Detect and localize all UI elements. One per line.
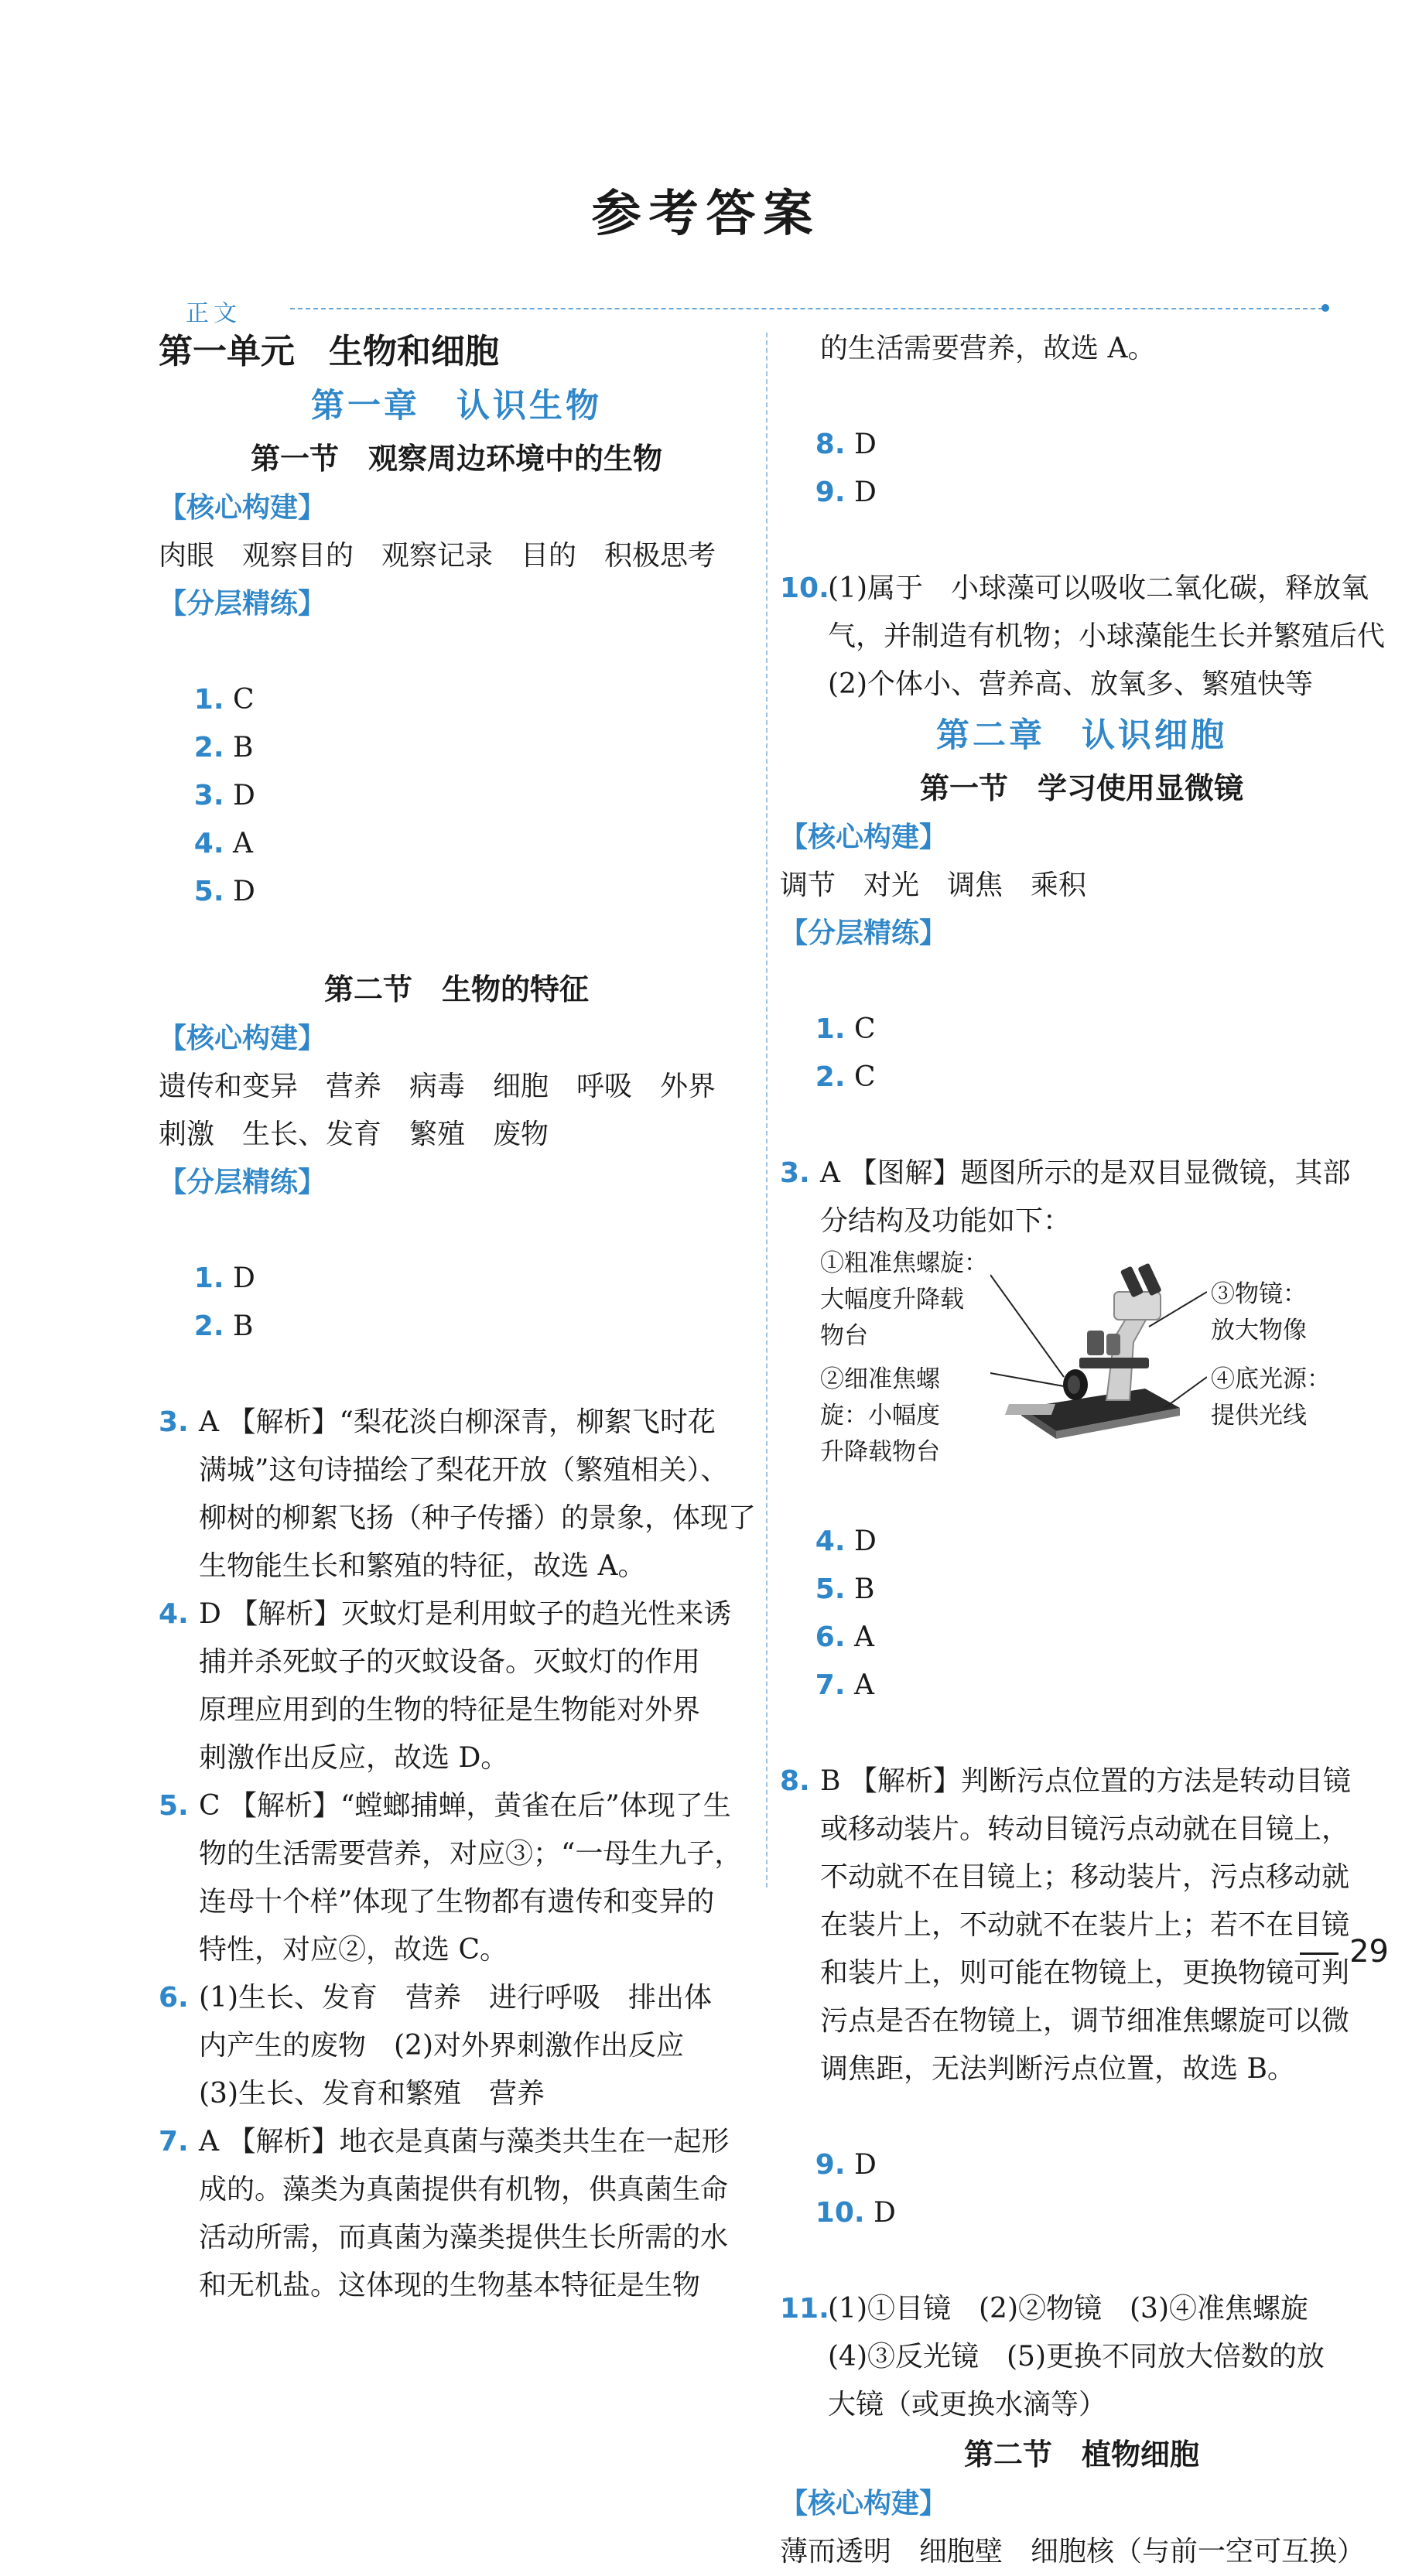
section-heading: 第二节 生物的特征 (323, 972, 589, 1006)
core-tag: 【核心构建】 (780, 2488, 948, 2520)
answer-item: 6. (1)生长、发育 营养 进行呼吸 排出体 内产生的废物 (2)对外界刺激作出反应 (3)生长、发育和繁殖 营养 (159, 1982, 712, 2110)
core-answers: 刺激 生长、发育 繁殖 废物 (159, 1119, 549, 1150)
answer-item: 3. A 【图解】题图所示的是双目显微镜，其部 分结构及功能如下： (780, 1157, 1351, 1237)
microscope-illustration-icon (990, 1253, 1207, 1447)
section-bar (155, 294, 1338, 325)
answer-row: 8. D 9. D (815, 429, 877, 508)
answer-row: 1. C 2. C (815, 1013, 876, 1093)
answer-item: 5. C 【解析】“螳螂捕蝉，黄雀在后”体现了生 物的生活需要营养，对应③；“一母生九子， 连母十个样”体现了生物都有遗传和变异的 特性，对应②，故选 C。 (159, 1790, 743, 1966)
answer-item: 4. D 【解析】灭蚊灯是利用蚊子的趋光性来诱 捕并杀死蚊子的灭蚊设备。灭蚊灯的作用 原理应用到的生物的特征是生物能对外界 刺激作出反应，故选 D。 (159, 1598, 732, 1774)
section-bar-label: 正文 (186, 300, 241, 327)
core-tag: 【核心构建】 (159, 492, 327, 524)
figure-label: ③物镜： 放大物像 (1211, 1280, 1307, 1344)
answer-item: 7. A 【解析】地衣是真菌与藻类共生在一起形 成的。藻类为真菌提供有机物，供真菌生命 活动所需，而真菌为藻类提供生长所需的水 和无机盐。这体现的生物基本特征是生物 (159, 2126, 730, 2301)
right-column (780, 325, 1386, 2576)
answer-item: 8. B 【解析】判断污点位置的方法是转动目镜 或移动装片。转动目镜污点动就在目镜上， 不动就不在目镜上；移动装片，污点移动就 在装片上，不动就不在装片上；若不在目镜 和装片上，则可能在物镜上，更换物镜可判 污点是否在物镜上，调节细准焦螺旋可以微 调焦距，无法判断污点位置，故选 B。 (780, 1765, 1351, 2085)
answer-item: 10. (1)属于 小球藻可以吸收二氧化碳，释放氧 气，并制造有机物；小球藻能生长并繁殖后代 (2)个体小、营养高、放氧多、繁殖快等 (780, 572, 1386, 700)
section-heading: 第一节 学习使用显微镜 (919, 771, 1243, 805)
continued-text: 的生活需要营养，故选 A。 (820, 333, 1156, 364)
chapter-heading: 第一章 认识生物 (311, 387, 602, 425)
section-heading: 第一节 观察周边环境中的生物 (250, 442, 662, 476)
section-heading: 第二节 植物细胞 (963, 2438, 1199, 2472)
core-answers: 薄而透明 细胞壁 细胞核（与前一空可互换） (780, 2536, 1366, 2567)
page-number-dash (1300, 1952, 1338, 1955)
column-divider (766, 333, 768, 1888)
core-tag: 【核心构建】 (780, 822, 948, 853)
core-answers: 遗传和变异 营养 病毒 细胞 呼吸 外界 (159, 1071, 716, 1102)
page-title: 参考答案 (591, 185, 821, 243)
answer-row: 1. D 2. B (193, 1262, 255, 1342)
practice-tag: 【分层精练】 (159, 588, 327, 620)
answer-item: 3. A 【解析】“梨花淡白柳深青，柳絮飞时花 满城”这句诗描绘了梨花开放（繁殖相关）、 柳树的柳絮飞扬（种子传播）的景象，体现了 生物能生长和繁殖的特征，故选 A。 (159, 1406, 757, 1582)
practice-tag: 【分层精练】 (159, 1167, 327, 1198)
core-answers: 调节 对光 调焦 乘积 (780, 869, 1087, 901)
figure-label: ①粗准焦螺旋： 大幅度升降载 物台 (820, 1249, 988, 1350)
figure-label: ②细准焦螺 旋：小幅度 升降载物台 (820, 1365, 940, 1466)
answer-row: 4. D 5. B 6. A 7. A (815, 1525, 877, 1701)
page-number: 29 (1300, 1934, 1389, 1970)
figure-label: ④底光源： 提供光线 (1211, 1365, 1331, 1430)
core-answers: 肉眼 观察目的 观察记录 目的 积极思考 (159, 540, 716, 572)
rule-end-dot-icon (1321, 304, 1329, 312)
dashed-rule (290, 308, 1323, 309)
answer-row: 1. C 2. B 3. D 4. A 5. D (193, 684, 255, 907)
microscope-figure (820, 1245, 1383, 1470)
chapter-heading: 第二章 认识细胞 (936, 716, 1227, 755)
answer-row: 9. D 10. D (815, 2149, 896, 2229)
practice-tag: 【分层精练】 (780, 917, 948, 949)
left-column (159, 325, 757, 2310)
unit-heading: 第一单元 生物和细胞 (159, 332, 499, 371)
answer-item: 11. (1)①目镜 (2)②物镜 (3)④准焦螺旋 (4)③反光镜 (5)更换不同放大倍数的放 大镜（或更换水滴等） (780, 2293, 1325, 2421)
core-tag: 【核心构建】 (159, 1023, 327, 1054)
